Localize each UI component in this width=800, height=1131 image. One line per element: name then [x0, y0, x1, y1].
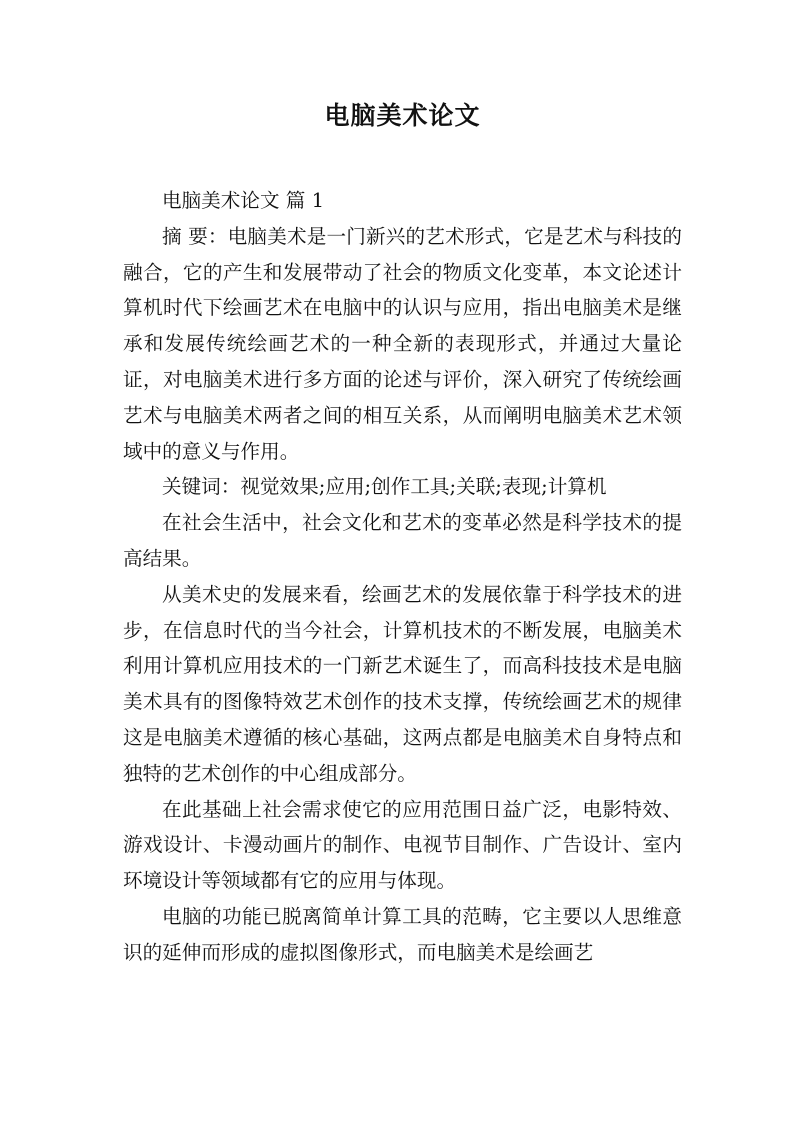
- section-heading: 电脑美术论文 篇 1: [162, 189, 325, 212]
- abstract-paragraph: 摘 要：电脑美术是一门新兴的艺术形式，它是艺术与科技的融合，它的产生和发展带动了社会的物质文化变革，本文论述计算机时代下绘画艺术在电脑中的认识与应用，指出电脑美术是继承和发展传统绘画艺术的一种全新的表现形式，并通过大量论证，对电脑美术进行多方面的论述与评价，深入研究了传统绘画艺术与电脑美术两者之间的相互关系，从而阐明电脑美术艺术领域中的意义与作用。: [123, 224, 682, 463]
- keywords-paragraph: 关键词：视觉效果;应用;创作工具;关联;表现;计算机: [162, 475, 607, 499]
- document-body: [123, 183, 682, 971]
- body-paragraph: 电脑的功能已脱离简单计算工具的范畴，它主要以人思维意识的延伸而形成的虚拟图像形式，而电脑美术是绘画艺: [123, 904, 682, 964]
- document-title: 电脑美术论文: [324, 101, 481, 130]
- body-paragraph: 在此基础上社会需求使它的应用范围日益广泛，电影特效、游戏设计、卡漫动画片的制作、电视节目制作、广告设计、室内环境设计等领域都有它的应用与体现。: [123, 797, 682, 893]
- body-paragraph: 从美术史的发展来看，绘画艺术的发展依靠于科学技术的进步，在信息时代的当今社会，计算机技术的不断发展，电脑美术利用计算机应用技术的一门新艺术诞生了，而高科技技术是电脑美术具有的图像特效艺术创作的技术支撑，传统绘画艺术的规律这是电脑美术遵循的核心基础，这两点都是电脑美术自身特点和独特的艺术创作的中心组成部分。: [123, 582, 682, 785]
- body-paragraph: 在社会生活中，社会文化和艺术的变革必然是科学技术的提高结果。: [123, 511, 682, 570]
